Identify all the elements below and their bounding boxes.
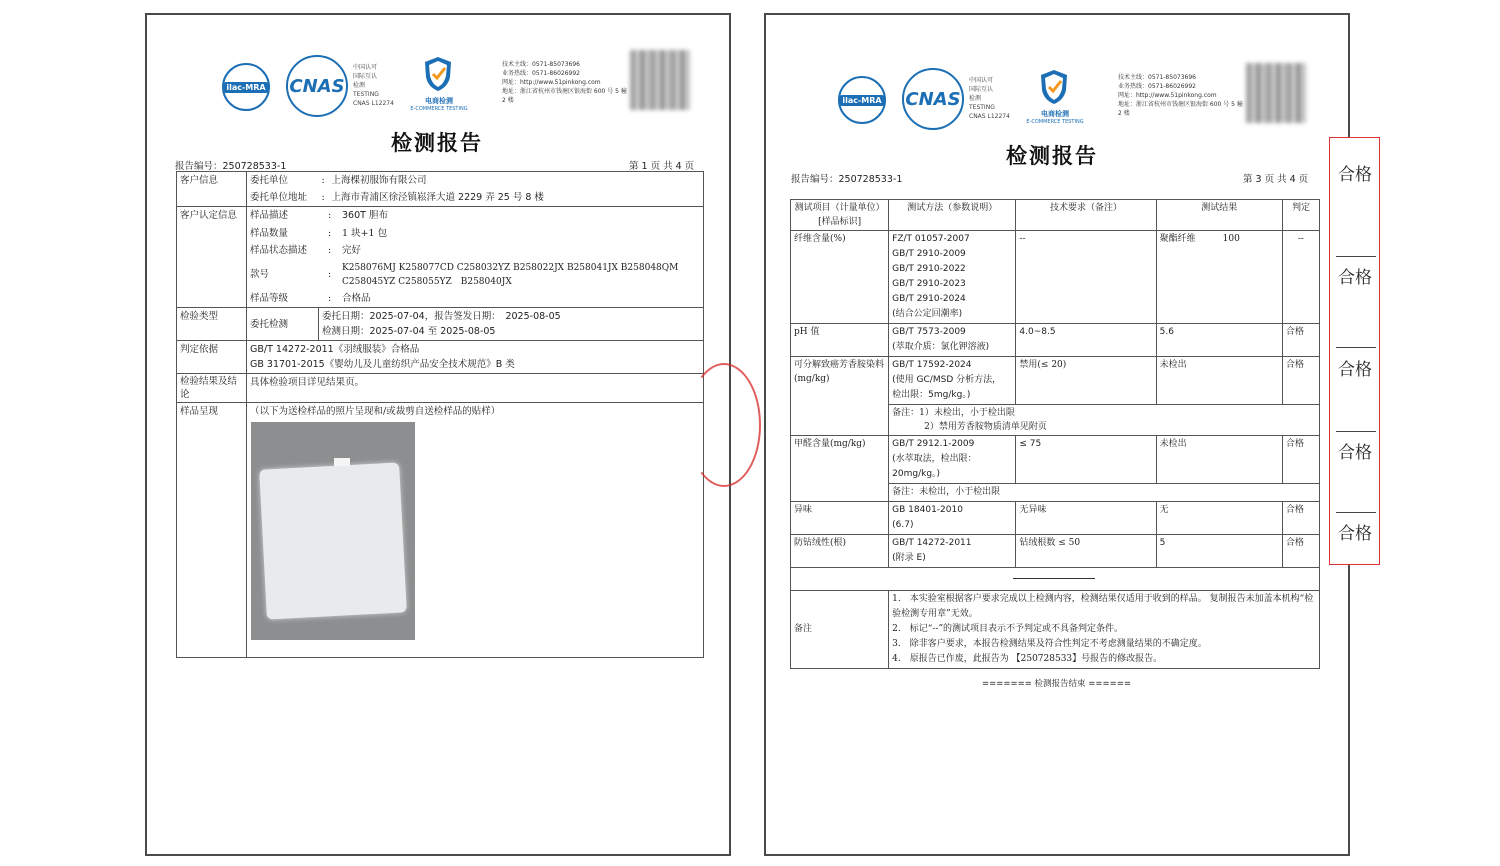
test-results-table xyxy=(790,199,1320,669)
cnas-logo: CNAS xyxy=(902,68,964,130)
sample-description: 360T 胆布 xyxy=(342,210,388,221)
table-row: 异味 GB 18401-2010 (6.7) 无异味 无 合格 xyxy=(791,502,1320,535)
inspection-type-label: 检验类型 xyxy=(177,308,247,341)
judgment-basis: GB/T 14272-2011《羽绒服装》合格品 GB 31701-2015《婴幼儿及儿童纺织产品安全技术规范》B 类 xyxy=(247,341,704,374)
inspection-dates: 委托日期：2025-07-04，报告签发日期： 2025-08-05 检测日期：2025-07-04 至 2025-08-05 xyxy=(319,308,704,341)
table-row-note: 备注：未检出，小于检出限 xyxy=(791,484,1320,502)
result-text: 具体检验项目详见结果页。 xyxy=(247,374,704,403)
table-row: pH 值 GB/T 7573-2009 (萃取介质：氯化钾溶液) 4.0~8.5 5.6 合格 xyxy=(791,324,1320,357)
pass-annotation-box xyxy=(1329,137,1380,565)
report-number: 报告编号：250728533-1 xyxy=(175,161,287,172)
report-number: 报告编号：250728533-1 xyxy=(791,174,903,185)
table-row: 防钻绒性(根) GB/T 14272-2011 (附录 E) 钻绒根数 ≤ 50 5 合格 xyxy=(791,535,1320,568)
client-info-label: 客户信息 xyxy=(177,172,247,207)
report-end-marker: ======= 检测报告结束 ====== xyxy=(982,679,1131,689)
ecommerce-testing-label: 电商检测 E-COMMERCE TESTING xyxy=(1026,110,1084,125)
sample-note: （以下为送检样品的照片呈现和/或裁剪自送检样品的贴样） xyxy=(247,403,704,658)
col-judgment: 判定 xyxy=(1282,200,1319,231)
page-number: 第 1 页 共 4 页 xyxy=(629,161,695,172)
sample-photo xyxy=(251,422,415,640)
pass-label: 合格 xyxy=(1338,268,1372,288)
ecommerce-shield-icon xyxy=(422,55,454,93)
ecommerce-testing-label: 电商检测 E-COMMERCE TESTING xyxy=(410,97,468,112)
contact-info: 技术主线：0571-85073696 业务热线：0571-86026992 网址：http://www.51pinkong.com 地址：浙江省杭州市钱塘区银海街 600 号 5 幢 2 楼 xyxy=(502,61,627,104)
sample-label: 样品呈现 xyxy=(177,403,247,658)
pass-label: 合格 xyxy=(1338,524,1372,544)
client-unit: 上海棵初服饰有限公司 xyxy=(329,172,704,190)
sample-grade: 合格品 xyxy=(342,292,371,304)
table-row: 甲醛含量(mg/kg) GB/T 2912.1-2009 (水萃取法，检出限： 20mg/kg。) ≤ 75 未检出 合格 xyxy=(791,436,1320,484)
table-row: 纤维含量(%) FZ/T 01057-2007 GB/T 2910-2009 GB/T 2910-2022 GB/T 2910-2023 GB/T 2910-2024 (结合公定回潮率) -- 聚酯纤维 100 -- xyxy=(791,231,1320,324)
client-info-table: 客户信息 委托单位 : 上海棵初服饰有限公司 委托单位地址 : 上海市青浦区徐泾镇崧泽大道 2229 弄 25 号 8 楼 客户认定信息 样品描述 : 360T 胆布 样品数量 : 1 块+1 包 样品状态描述 : 完好 款号 : K258076MJ K258077CD C258032YZ B258022JX B258041JX B258048QM C258045YZ C258055YZ B258040JX 样品等级 : 合格品 检验类型 委托检测 委托日期：2025-07-04，报告签发日期： 2025-08-05 检测日期：2025-07-04 至 2025-08-05 判定依据 GB/T 14272-2011《羽绒服装》合格品 GB 31701-2015《婴幼儿及儿童纺织产品安全技术规范》B 类 检验结果及结论 具体检验项目详见结果页。 样品呈现 （以下为送检样品的照片呈现和/或裁剪自送检样品的贴样） xyxy=(176,171,704,658)
pass-label: 合格 xyxy=(1338,360,1372,380)
col-result: 测试结果 xyxy=(1156,200,1282,231)
col-item: 测试项目（计量单位）[样品标识] xyxy=(791,200,889,231)
report-page-3 xyxy=(764,13,1350,856)
official-stamp xyxy=(687,363,761,487)
contact-info: 技术主线：0571-85073696 业务热线：0571-86026992 网址：http://www.51pinkong.com 地址：浙江省杭州市钱塘区银海街 600 号 5 幢 2 楼 xyxy=(1118,74,1243,117)
qr-code xyxy=(630,50,690,110)
pass-label: 合格 xyxy=(1338,165,1372,185)
inspection-type: 委托检测 xyxy=(247,308,319,341)
style-numbers: K258076MJ K258077CD C258032YZ B258022JX B258041JX B258048QM C258045YZ C258055YZ B258040JX xyxy=(342,262,679,287)
table-row: 可分解致癌芳香胺染料(mg/kg) GB/T 17592-2024 (使用 GC/MSD 分析方法， 检出限：5mg/kg。) 禁用(≤ 20) 未检出 合格 xyxy=(791,357,1320,405)
cnas-accreditation-text: 中国认可 国际互认 检测 TESTING CNAS L12274 xyxy=(353,64,394,107)
result-label: 检验结果及结论 xyxy=(177,374,247,403)
report-title: 检测报告 xyxy=(391,130,483,155)
col-method: 测试方法（参数说明） xyxy=(889,200,1016,231)
sample-quantity: 1 块+1 包 xyxy=(342,227,388,239)
table-row-note: 备注：1）未检出，小于检出限 2）禁用芳香胺物质清单见附页 xyxy=(791,405,1320,436)
pass-label: 合格 xyxy=(1338,443,1372,463)
basis-label: 判定依据 xyxy=(177,341,247,374)
ecommerce-shield-icon xyxy=(1038,68,1070,106)
cnas-accreditation-text: 中国认可 国际互认 检测 TESTING CNAS L12274 xyxy=(969,77,1010,120)
confirm-info-label: 客户认定信息 xyxy=(177,207,247,308)
cnas-logo: CNAS xyxy=(286,55,348,117)
col-requirement: 技术要求（备注） xyxy=(1016,200,1156,231)
report-page-1 xyxy=(145,13,731,856)
sample-state: 完好 xyxy=(342,245,362,256)
ilac-mra-logo: ilac-MRA xyxy=(222,63,270,111)
ilac-mra-logo: ilac-MRA xyxy=(838,76,886,124)
page-number: 第 3 页 共 4 页 xyxy=(1243,174,1309,185)
remarks-row: 备注 1. 本实验室根据客户要求完成以上检测内容，检测结果仅适用于收到的样品。 复制报告未加盖本机构“检验检测专用章”无效。 2. 标记“--”的测试项目表示不予判定或不具备判定条件。 3. 除非客户要求，本报告检测结果及符合性判定不考虑测量结果的不确定度。 4. 原报告已作废，此报告为 【250728533】号报告的修改报告。 xyxy=(791,591,1320,669)
client-address: 上海市青浦区徐泾镇崧泽大道 2229 弄 25 号 8 楼 xyxy=(329,189,704,207)
qr-code xyxy=(1246,63,1306,123)
report-title: 检测报告 xyxy=(1006,143,1098,168)
